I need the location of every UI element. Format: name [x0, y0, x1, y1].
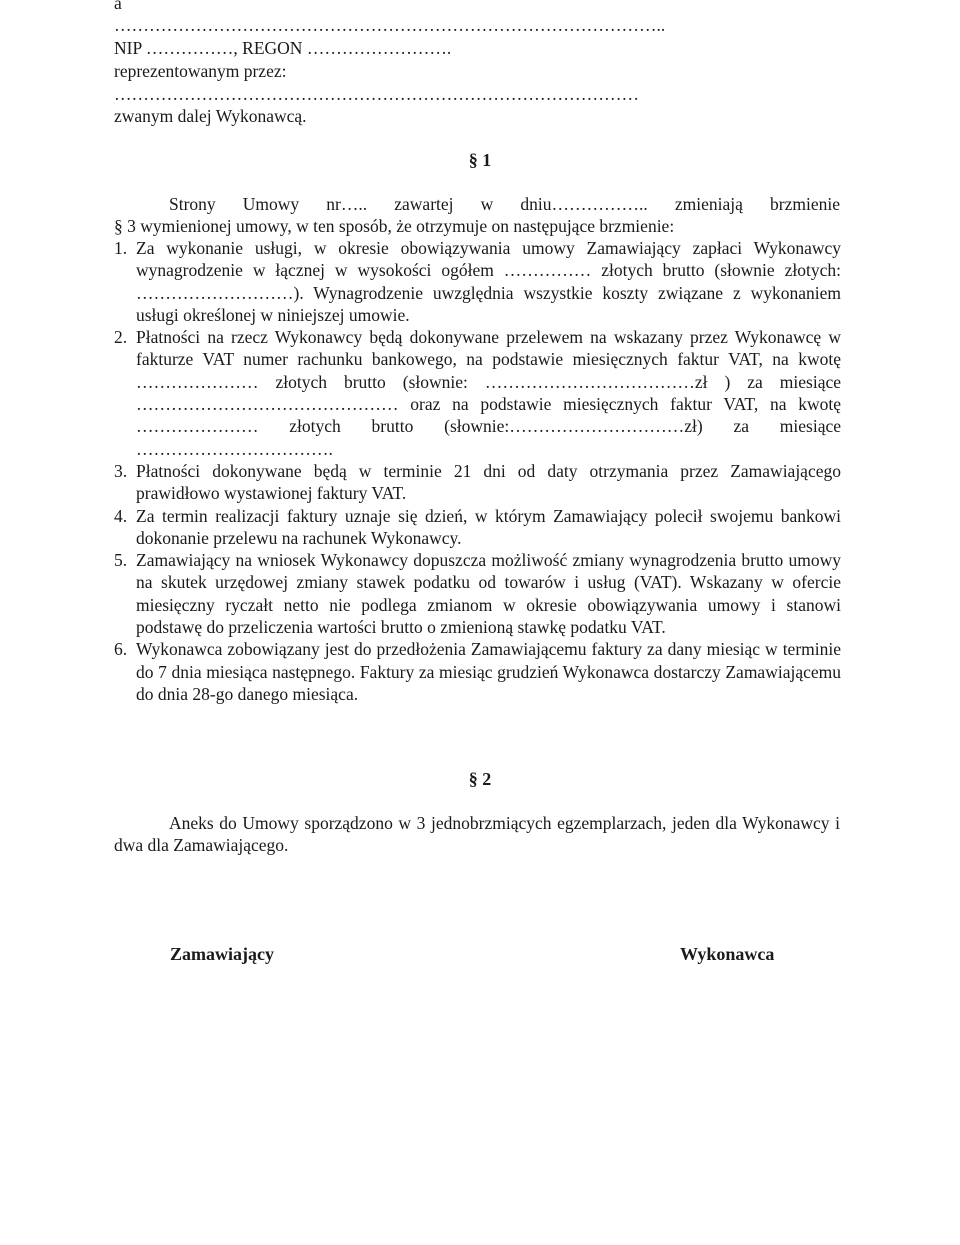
- list-item-number: 4.: [114, 505, 128, 526]
- list-item: [114, 505, 841, 550]
- section-1-intro-line-1: Strony Umowy nr….. zawartej w dniu…………….. zmieniają brzmienie: [169, 194, 840, 214]
- list-item-text: Za wykonanie usługi, w okresie obowiązywania umowy Zamawiający zapłaci Wykonawcy wynagrodzenie w łącznej w wysokości ogółem …………… złotych brutto (słownie złotych: ………………………). Wynagrodzenie uwzględnia wszystkie koszty związane z wykonaniem usługi określonej w niniejszej umowie.: [136, 238, 841, 325]
- list-item-text: Za termin realizacji faktury uznaje się dzień, w którym Zamawiający polecił swojemu bankowi dokonanie przelewu na rachunek Wykonawcy.: [136, 505, 841, 548]
- list-item-number: 1.: [114, 238, 128, 258]
- list-item: [114, 460, 841, 505]
- section-1-intro-line-2: § 3 wymienionej umowy, w ten sposób, że otrzymuje on następujące brzmienie:: [114, 216, 675, 236]
- signature-contractor-label: Wykonawca: [680, 944, 775, 964]
- header-dots-line: …………………………………………………………………………………..: [114, 15, 666, 35]
- list-item-number: 3.: [114, 460, 128, 481]
- header-letter-a: a: [114, 0, 122, 13]
- list-item-number: 2.: [114, 327, 128, 348]
- representative-label: reprezentowanym przez:: [114, 61, 287, 81]
- list-item-number: 6.: [114, 639, 128, 660]
- list-item-text: Wykonawca zobowiązany jest do przedłożenia Zamawiającemu faktury za dany miesiąc w terminie do 7 dnia miesiąca następnego. Faktury za miesiąc grudzień Wykonawca dostarczy Zamawiającemu do dnia 28-go danego miesiąca.: [136, 639, 841, 704]
- representative-dots-line: ………………………………………………………………………………: [114, 84, 639, 104]
- nip-regon-line: NIP ……………, REGON …………………….: [114, 38, 452, 58]
- list-item-text: Zamawiający na wniosek Wykonawcy dopuszcza możliwość zmiany wynagrodzenia brutto umowy na skutek urzędowej zmiany stawek podatku od towarów i usług (VAT). Wskazany w ofercie miesięczny ryczałt netto nie podlega zmianom w okresie obowiązywania umowy i stanowi podstawę do przeliczenia wartości brutto o zmienioną stawkę podatku VAT.: [136, 550, 841, 638]
- section-2-text: Aneks do Umowy sporządzono w 3 jednobrzmiących egzemplarzach, jeden dla Wykonawcy i dwa dla Zamawiającego.: [114, 813, 840, 856]
- section-1-heading: § 1: [468, 150, 492, 170]
- list-item: [114, 638, 841, 705]
- list-item-number: 5.: [114, 550, 128, 571]
- list-item: [114, 549, 841, 638]
- list-item: [114, 237, 841, 326]
- signature-employer-label: Zamawiający: [170, 944, 274, 964]
- contractor-designation: zwanym dalej Wykonawcą.: [114, 106, 307, 126]
- list-item: [114, 326, 841, 460]
- payment-terms-list: [114, 237, 841, 705]
- list-item-text: Płatności na rzecz Wykonawcy będą dokonywane przelewem na wskazany przez Wykonawcę w fakturze VAT numer rachunku bankowego, na podstawie miesięcznych faktur VAT, na kwotę ………………… złotych brutto (słownie: ………………………………zł ) za miesiące ……………………………………… oraz na podstawie miesięcznych faktur VAT, na kwotę ………………… złotych brutto (słownie:…………………………zł) za miesiące …………………………….: [136, 327, 841, 459]
- list-item-text: Płatności dokonywane będą w terminie 21 dni od daty otrzymania przez Zamawiającego prawidłowo wystawionej faktury VAT.: [136, 460, 841, 504]
- section-2-heading: § 2: [468, 769, 492, 789]
